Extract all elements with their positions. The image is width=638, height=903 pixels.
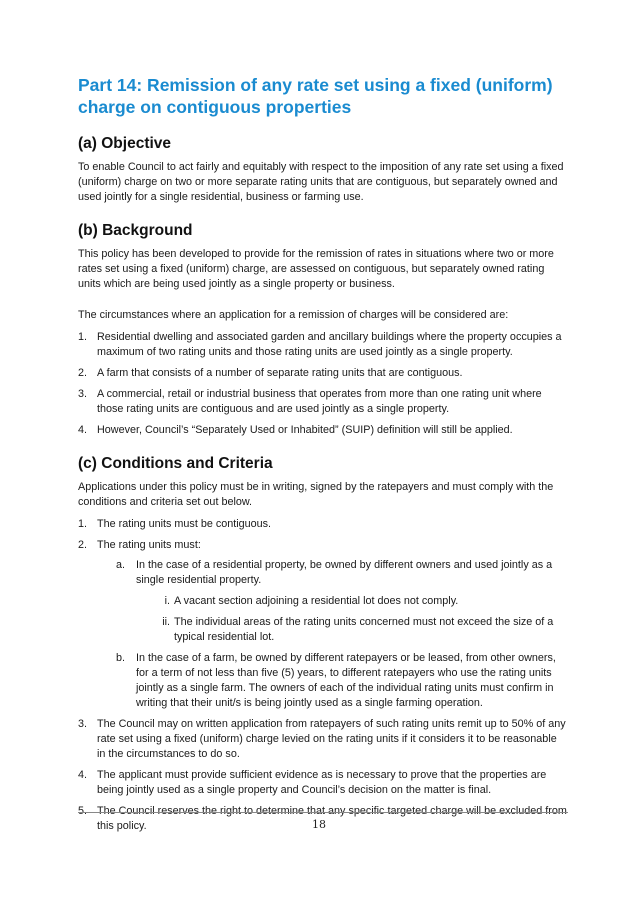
sub-list-letter: a. [116, 559, 126, 571]
background-heading: (b) Background [78, 222, 193, 239]
sub-sub-list-item [136, 615, 568, 645]
roman-numeral: ii. [162, 616, 170, 628]
sub-sub-list-item-text: A vacant section adjoining a residential lot does not comply. [174, 595, 459, 607]
list-number: 5. [78, 805, 88, 817]
list-item-text: The applicant must provide sufficient evidence as is necessary to prove that the properties are being jointly used as a single property and Council’s decision on the matter is final. [97, 769, 547, 796]
list-number: 2. [78, 539, 88, 551]
list-number: 1. [78, 518, 88, 530]
list-number: 3. [78, 718, 88, 730]
sub-sub-list [136, 594, 568, 645]
list-item-text: A farm that consists of a number of separate rating units that are contiguous. [97, 367, 463, 379]
sub-list-item-text: In the case of a residential property, be owned by different owners and used jointly as a single residential property. [136, 559, 553, 586]
list-item [78, 768, 568, 798]
sub-sub-list-item-text: The individual areas of the rating units concerned must not exceed the size of a typical residential lot. [174, 616, 554, 643]
list-item-text: The Council may on written application from ratepayers of such rating units remit up to 50% of any rate set using a fixed (uniform) charge levied on the rating units if it considers it to be reasonable in the circumstances to do so. [97, 718, 566, 760]
objective-text: To enable Council to act fairly and equitably with respect to the imposition of any rate set using a fixed (uniform) charge on two or more separate rating units that are contiguous, but separately owned and used jointly for a single residential, business or farming use. [78, 161, 564, 203]
list-item-text: The rating units must: [97, 539, 201, 551]
list-item [78, 517, 568, 532]
page-content [78, 74, 568, 840]
sub-list-letter: b. [116, 652, 126, 664]
page-number: 18 [312, 818, 326, 831]
list-item-text: Residential dwelling and associated garden and ancillary buildings where the property occupies a maximum of two rating units and those rating units are used jointly as a single property. [97, 331, 562, 358]
background-intro: The circumstances where an application for a remission of charges will be considered are: [78, 309, 509, 321]
list-item [78, 366, 568, 381]
conditions-intro: Applications under this policy must be in writing, signed by the ratepayers and must comply with the conditions and criteria set out below. [78, 481, 554, 508]
sub-list-item-text: In the case of a farm, be owned by different ratepayers or be leased, from other owners, for a term of not less than five (5) years, to different ratepayers who use the rating units jointly as a single farm. The owners of each of the individual rating units must confirm in writing that their unit/s is being jointly used as a single farming operation. [136, 652, 556, 709]
list-item [78, 387, 568, 417]
background-text: This policy has been developed to provide for the remission of rates in situations where two or more rates set using a fixed (uniform) charge, are assessed on contiguous, but separately owned rating units which are being used jointly as a single property or business. [78, 248, 554, 290]
footer-divider [78, 812, 568, 813]
list-item-text: However, Council’s “Separately Used or Inhabited” (SUIP) definition will still be applied. [97, 424, 513, 436]
list-item-text: A commercial, retail or industrial business that operates from more than one rating unit where those rating units are contiguous and are used jointly as a single property. [97, 388, 542, 415]
list-item [78, 330, 568, 360]
list-number: 4. [78, 769, 88, 781]
conditions-list [78, 517, 568, 834]
sub-list-item [97, 558, 568, 645]
list-item-text: The rating units must be contiguous. [97, 518, 272, 530]
roman-numeral: i. [164, 595, 170, 607]
page-title: Part 14: Remission of any rate set using a fixed (uniform) charge on contiguous properties [78, 75, 553, 117]
list-number: 3. [78, 388, 88, 400]
circumstances-list [78, 330, 568, 438]
conditions-heading: (c) Conditions and Criteria [78, 455, 273, 472]
sub-sub-list-item [136, 594, 568, 609]
list-number: 1. [78, 331, 88, 343]
sub-list [97, 558, 568, 711]
list-number: 4. [78, 424, 88, 436]
list-item-text: The Council reserves the right to determine that any specific targeted charge will be excluded from this policy. [97, 805, 567, 832]
objective-heading: (a) Objective [78, 135, 172, 152]
list-item [78, 538, 568, 711]
list-item [78, 717, 568, 762]
list-number: 2. [78, 367, 88, 379]
sub-list-item [97, 651, 568, 711]
list-item [78, 423, 568, 438]
